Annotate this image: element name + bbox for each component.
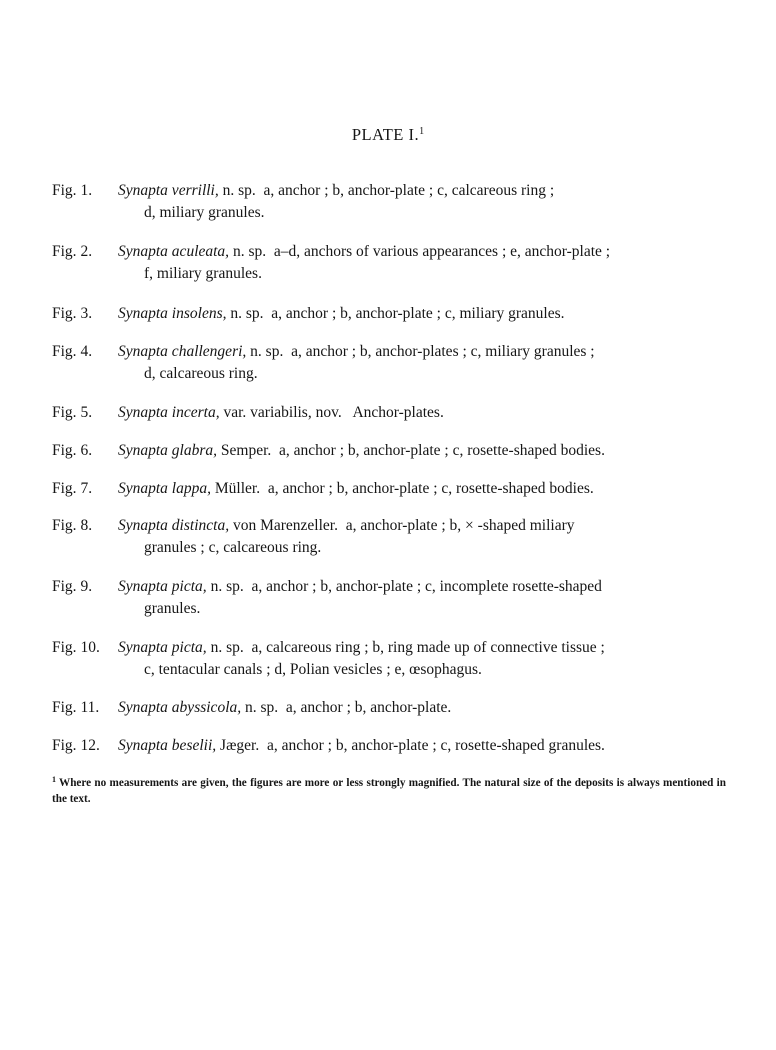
fig-label: Fig. 9.	[52, 578, 93, 595]
species-name: Synapta picta,	[118, 639, 207, 656]
figure-entry-4	[52, 341, 726, 385]
entry-description: n. sp. a, anchor ; b, anchor-plate ; c, incomplete rosette-shaped	[206, 578, 602, 595]
figure-entry-8	[52, 515, 726, 559]
species-name: Synapta lappa,	[118, 480, 211, 497]
plate-title-text: PLATE I.	[351, 125, 420, 144]
footnote-text: Where no measurements are given, the figures are more or less strongly magnified. The natural size of the deposits is always mentioned in the text.	[52, 777, 726, 805]
fig-label: Fig. 2.	[52, 243, 93, 260]
fig-label: Fig. 8.	[52, 517, 93, 534]
fig-label: Fig. 1.	[52, 182, 93, 199]
entry-description: Jæger. a, anchor ; b, anchor-plate ; c, rosette-shaped granules.	[216, 737, 605, 754]
fig-label: Fig. 10.	[52, 639, 100, 656]
figure-entry-11	[52, 697, 726, 719]
plate-title	[0, 125, 776, 145]
entry-continuation: granules.	[144, 600, 201, 617]
species-name: Synapta challengeri,	[118, 343, 247, 360]
species-name: Synapta beselii,	[118, 737, 217, 754]
title-footnote-marker: 1	[419, 126, 425, 137]
entry-description: n. sp. a, anchor ; b, anchor-plate ; c, miliary granules.	[226, 305, 565, 322]
species-name: Synapta distincta,	[118, 517, 230, 534]
fig-label: Fig. 6.	[52, 442, 93, 459]
fig-label: Fig. 11.	[52, 699, 100, 716]
fig-label: Fig. 12.	[52, 737, 100, 754]
figure-entry-6	[52, 440, 726, 462]
entry-description: Müller. a, anchor ; b, anchor-plate ; c, rosette-shaped bodies.	[211, 480, 594, 497]
fig-label: Fig. 7.	[52, 480, 93, 497]
species-name: Synapta incerta,	[118, 404, 220, 421]
figure-entry-12	[52, 735, 726, 757]
footnote-marker: 1	[52, 775, 56, 784]
species-name: Synapta picta,	[118, 578, 207, 595]
figure-entry-10	[52, 637, 726, 681]
entry-description: n. sp. a, anchor ; b, anchor-plate.	[241, 699, 452, 716]
fig-label: Fig. 4.	[52, 343, 93, 360]
species-name: Synapta verrilli,	[118, 182, 219, 199]
entry-continuation: d, miliary granules.	[144, 204, 265, 221]
figure-entry-3	[52, 303, 726, 325]
species-name: Synapta insolens,	[118, 305, 227, 322]
footnote	[52, 772, 726, 807]
entry-description: n. sp. a–d, anchors of various appearances ; e, anchor-plate ;	[229, 243, 611, 260]
species-name: Synapta glabra,	[118, 442, 218, 459]
species-name: Synapta abyssicola,	[118, 699, 242, 716]
figure-entry-1	[52, 180, 726, 224]
entry-description: Semper. a, anchor ; b, anchor-plate ; c, rosette-shaped bodies.	[217, 442, 605, 459]
entry-description: von Marenzeller. a, anchor-plate ; b, × -shaped miliary	[229, 517, 575, 534]
fig-label: Fig. 3.	[52, 305, 93, 322]
entry-continuation: d, calcareous ring.	[144, 365, 258, 382]
entry-description: n. sp. a, calcareous ring ; b, ring made up of connective tissue ;	[206, 639, 605, 656]
entry-continuation: granules ; c, calcareous ring.	[144, 539, 322, 556]
species-name: Synapta aculeata,	[118, 243, 230, 260]
entry-description: n. sp. a, anchor ; b, anchor-plates ; c, miliary granules ;	[246, 343, 595, 360]
figure-entry-5	[52, 402, 726, 424]
fig-label: Fig. 5.	[52, 404, 93, 421]
entry-continuation: f, miliary granules.	[144, 265, 262, 282]
figure-entry-7	[52, 478, 726, 500]
entry-continuation: c, tentacular canals ; d, Polian vesicles ; e, œsophagus.	[144, 661, 482, 678]
figure-entry-2	[52, 241, 726, 285]
entry-description: var. variabilis, nov. Anchor-plates.	[219, 404, 444, 421]
figure-entry-9	[52, 576, 726, 620]
entry-description: n. sp. a, anchor ; b, anchor-plate ; c, calcareous ring ;	[218, 182, 555, 199]
